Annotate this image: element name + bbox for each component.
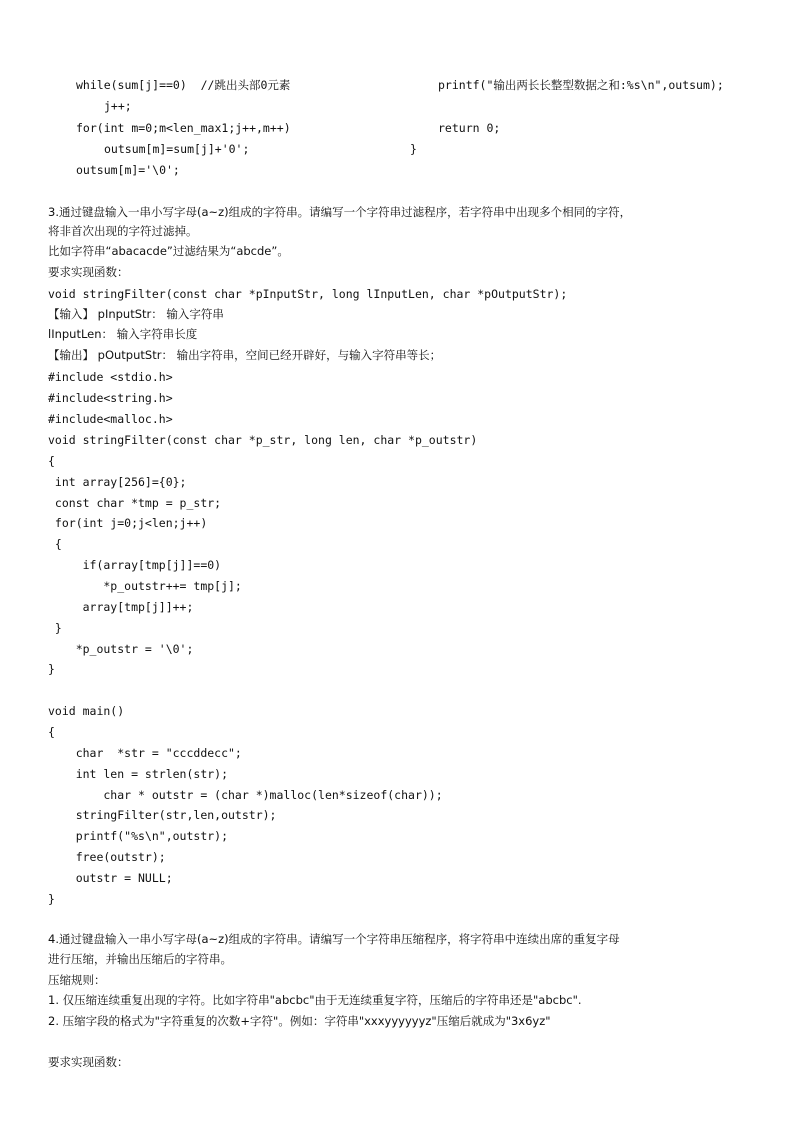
- code-line: free(outstr);: [48, 850, 166, 864]
- code-line: #include<string.h>: [48, 391, 173, 405]
- code-line: char * outstr = (char *)malloc(len*sizeof(char));: [48, 788, 443, 802]
- code-line: int array[256]={0};: [48, 475, 187, 489]
- code-line: while(sum[j]==0) //跳出头部0元素: [76, 78, 291, 92]
- code-line: array[tmp[j]]++;: [48, 600, 194, 614]
- code-line: }: [410, 142, 417, 156]
- code-line: void stringFilter(const char *p_str, long len, char *p_outstr): [48, 433, 478, 447]
- code-line: char *str = "cccddecc";: [48, 746, 242, 760]
- code-line: void main(): [48, 704, 125, 718]
- code-line: outstr = NULL;: [48, 871, 173, 885]
- code-line: for(int j=0;j<len;j++): [48, 516, 208, 530]
- code-line: const char *tmp = p_str;: [48, 496, 222, 510]
- code-line: }: [48, 621, 62, 635]
- code-line: for(int m=0;m<len_max1;j++,m++): [76, 121, 291, 135]
- code-line: #include<malloc.h>: [48, 412, 173, 426]
- code-line: outsum[m]=sum[j]+'0';: [104, 142, 250, 156]
- code-line: printf("输出两长长整型数据之和:%s\n",outsum);: [438, 78, 724, 92]
- q4-rule-1: 1. 仅压缩连续重复出现的字符。比如字符串"abcbc"由于无连续重复字符，压缩后的字符串还是"abcbc".: [48, 993, 582, 1007]
- q4-require: 要求实现函数：: [48, 1055, 129, 1069]
- code-line: j++;: [104, 99, 132, 113]
- code-line: }: [48, 892, 55, 906]
- q3-input-len: lInputLen： 输入字符串长度: [48, 327, 198, 341]
- q3-signature: void stringFilter(const char *pInputStr, long lInputLen, char *pOutputStr);: [48, 287, 568, 301]
- q3-heading: 3.通过键盘输入一串小写字母(a~z)组成的字符串。请编写一个字符串过滤程序，若字符串中出现多个相同的字符，: [48, 205, 632, 219]
- code-line: *p_outstr = '\0';: [48, 642, 194, 656]
- code-line: {: [48, 537, 62, 551]
- code-line: int len = strlen(str);: [48, 767, 229, 781]
- q3-input-param: 【输入】 pInputStr： 输入字符串: [48, 307, 224, 321]
- q3-output-param: 【输出】 pOutputStr： 输出字符串，空间已经开辟好，与输入字符串等长；: [48, 348, 442, 362]
- q4-heading: 4.通过键盘输入一串小写字母(a~z)组成的字符串。请编写一个字符串压缩程序，将字符串中连续出席的重复字母: [48, 932, 620, 946]
- code-line: #include <stdio.h>: [48, 370, 173, 384]
- q3-example: 比如字符串“abacacde”过滤结果为“abcde”。: [48, 244, 289, 258]
- code-line: stringFilter(str,len,outstr);: [48, 808, 277, 822]
- q4-rule-2: 2. 压缩字段的格式为"字符重复的次数+字符"。例如：字符串"xxxyyyyyyz"压缩后就成为"3x6yz": [48, 1014, 551, 1028]
- q3-require: 要求实现函数：: [48, 265, 129, 279]
- q4-heading-cont: 进行压缩，并输出压缩后的字符串。: [48, 952, 232, 966]
- code-line: {: [48, 454, 55, 468]
- code-line: outsum[m]='\0';: [76, 163, 180, 177]
- code-line: *p_outstr++= tmp[j];: [48, 579, 242, 593]
- code-line: return 0;: [438, 121, 501, 135]
- code-line: printf("%s\n",outstr);: [48, 829, 229, 843]
- q3-heading-cont: 将非首次出现的字符过滤掉。: [48, 224, 198, 238]
- code-line: if(array[tmp[j]]==0): [48, 558, 222, 572]
- q4-rules-title: 压缩规则：: [48, 973, 106, 987]
- code-line: {: [48, 725, 55, 739]
- code-line: }: [48, 662, 55, 676]
